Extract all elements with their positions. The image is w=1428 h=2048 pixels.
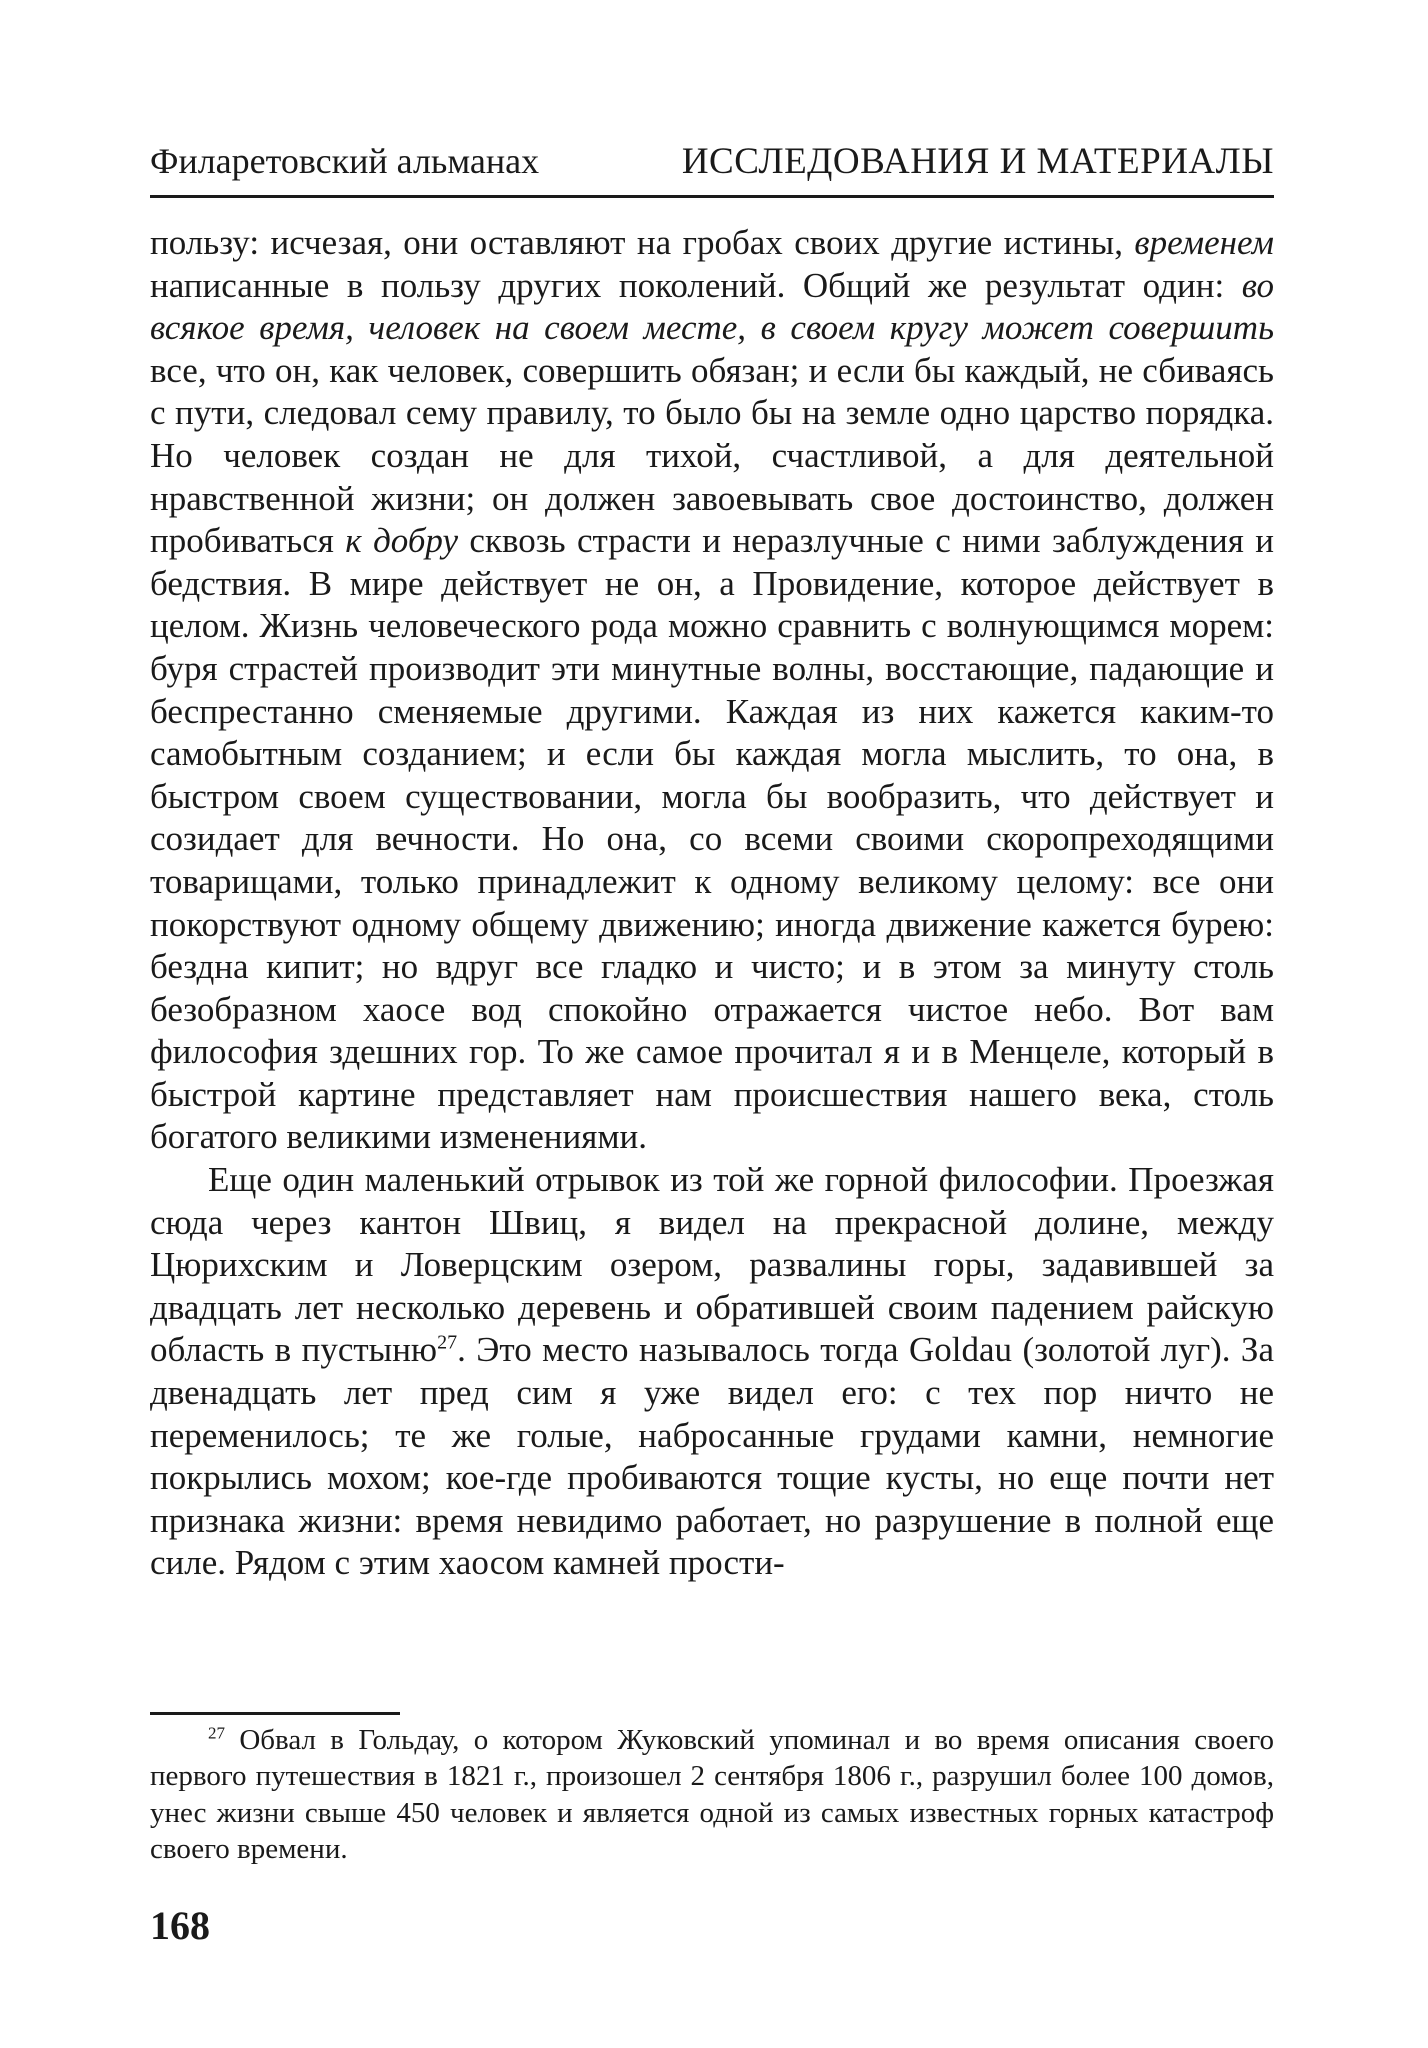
footnote-marker: 27: [208, 1723, 225, 1743]
text-run: сквозь страсти и неразлучные с ними заблуждения и бедствия. В мире действует не он, а Провидение, которое действует в целом. Жизнь человеческого рода можно сравнить с волнующимся морем: буря страстей производит эти минутные волны, восстающие, падающие и беспрестанно сменяемые другими. Каждая из них кажется каким-то самобытным созданием; и если бы каждая могла мыслить, то она, в быстром своем существовании, могла бы вообразить, что действует и созидает для вечности. Но она, со всеми своими скоропреходящими товарищами, только принадлежит к одному великому целому: все они покорствуют одному общему движению; иногда движение кажется бурею: бездна кипит; но вдруг все гладко и чисто; и в этом за минуту столь безобразном хаосе вод спокойно отражается чистое небо. Вот вам философия здешних гор. То же самое прочитал я и в Менцеле, который в быстрой картине представляет нам происшествия нашего века, столь богатого великими изменениями.: [150, 521, 1274, 1157]
italic-run: временем: [1134, 223, 1274, 262]
main-text: [150, 222, 1274, 1585]
text-run: . Это место называлось тогда Goldau (золотой луг). За двенадцать лет пред сим я уже видел его: с тех пор ничто не переменилось; те же голые, набросанные грудами камни, немногие покрылись мохом; кое-где пробиваются тощие кусты, но еще почти нет признака жизни: время невидимо работает, но разрушение в полной еще силе. Рядом с этим хаосом камней прости-: [150, 1330, 1274, 1583]
text-run: Еще один маленький отрывок из той же горной философии. Проезжая сюда через кантон Швиц, я видел на прекрасной долине, между Цюрихским и Ловерцским озером, развалины горы, задавившей за двадцать лет несколько деревень и обратившей своим падением райскую область в пустыню: [150, 1160, 1274, 1370]
journal-title: Филаретовский альманах: [150, 141, 540, 181]
text-run: пользу: исчезая, они оставляют на гробах своих другие истины,: [150, 223, 1135, 262]
paragraph-1: [150, 222, 1274, 1159]
section-title: ИССЛЕДОВАНИЯ И МАТЕРИАЛЫ: [681, 141, 1274, 182]
page-number: 168: [150, 1903, 210, 1948]
text-run: написанные в пользу других поколений. Общий же результат один:: [150, 265, 1242, 305]
footnote: [150, 1722, 1274, 1868]
document-page: [150, 0, 1274, 2048]
footnote-text: Обвал в Гольдау, о котором Жуковский упоминал и во время описания своего первого путешествия в 1821 г., произошел 2 сентября 1806 г., разрушил более 100 домов, унес жизни свыше 450 человек и является одной из самых известных горных катастроф своего времени.: [150, 1724, 1274, 1866]
footnote-reference[interactable]: 27: [437, 1331, 458, 1354]
header-rule: [150, 195, 1274, 198]
italic-run: во всякое время, человек на своем месте, в своем кругу может совершить: [150, 265, 1274, 348]
running-header: [150, 143, 1274, 180]
text-run: все, что он, как человек, совершить обязан; и если бы каждый, не сбиваясь с пути, следовал сему правилу, то было бы на земле одно царство порядка. Но человек создан не для тихой, счастливой, а для деятельной нравственной жизни; он должен завоевывать свое достоинство, должен пробиваться: [150, 350, 1274, 561]
footnote-rule: [150, 1712, 400, 1715]
italic-run: к добру: [345, 521, 458, 561]
footnote-paragraph: [150, 1722, 1274, 1868]
paragraph-2: [150, 1159, 1274, 1585]
